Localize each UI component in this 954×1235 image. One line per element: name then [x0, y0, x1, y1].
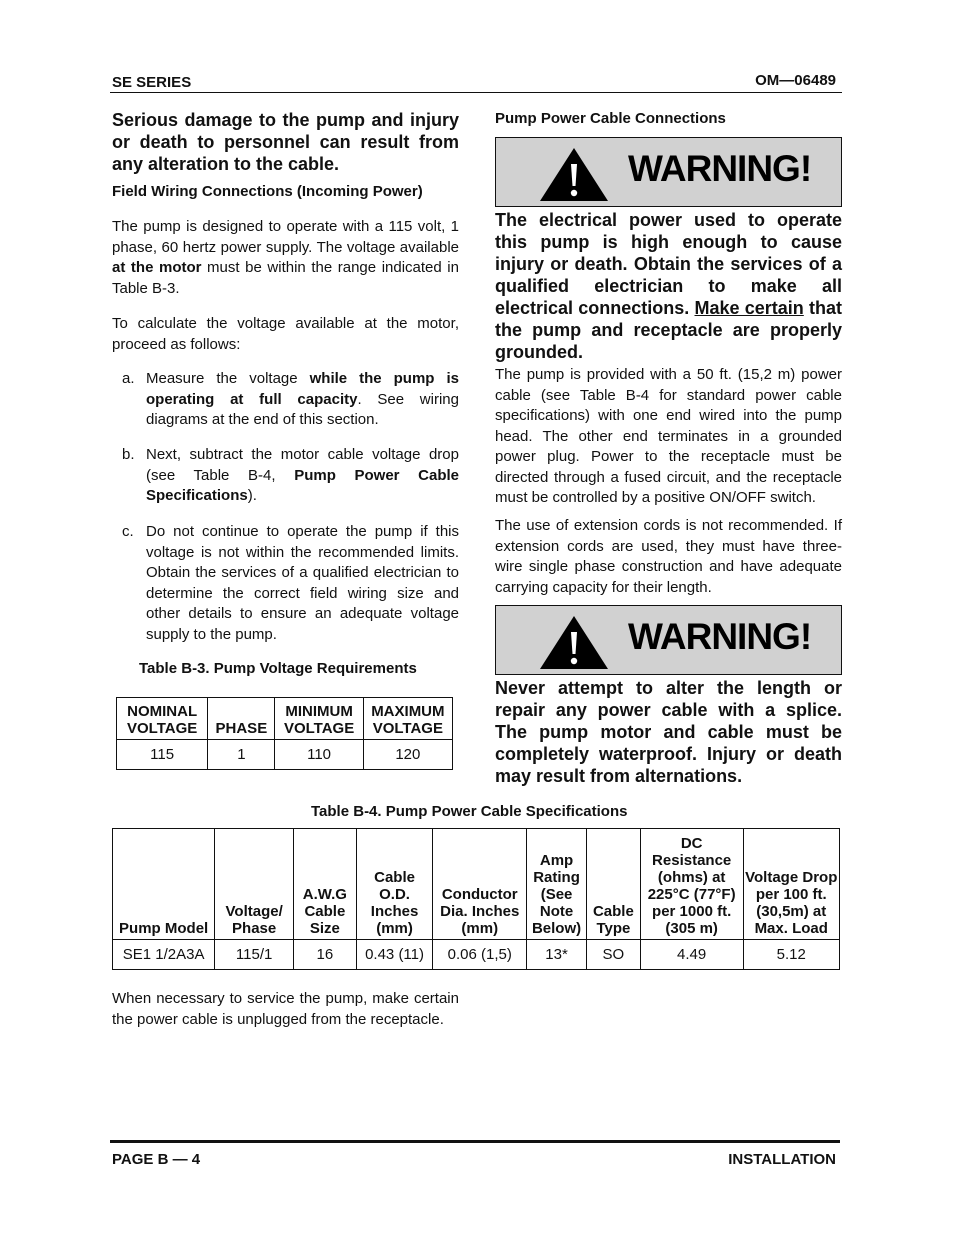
cable-connections-heading: Pump Power Cable Connections: [495, 110, 726, 127]
step-b: [122, 445, 459, 507]
table-b4-cell: 0.06 (1,5): [433, 940, 527, 970]
table-b4-header-cell: A.W.G Cable Size: [294, 829, 357, 940]
step-c-text: Do not continue to operate the pump if this voltage is not within the recommended limits. Obtain the services of a qualified electrician to determine the correct field wiring size and other details to ensure an adequate voltage supply to the pump.: [146, 523, 459, 643]
page-number: PAGE B — 4: [112, 1151, 201, 1168]
table-b4-header-cell: Pump Model: [113, 829, 215, 940]
table-row: [113, 940, 840, 970]
table-b3-cell: 120: [363, 740, 452, 770]
table-b3-header-row: [117, 698, 453, 740]
voltage-paragraph-text-b: must be within the range indicated in Table B-3.: [112, 259, 459, 297]
step-b-text-b: ).: [247, 487, 257, 504]
table-b4-header-cell: DC Resistance (ohms) at 225°C (77°F) per 1000 ft. (305 m): [640, 829, 743, 940]
table-b3-header-cell: NOMINAL VOLTAGE: [117, 698, 208, 740]
table-b4-header-cell: Cable O.D. Inches (mm): [356, 829, 433, 940]
table-b4-cell: 0.43 (11): [356, 940, 433, 970]
cable-alteration-warning: Serious damage to the pump and injury or death to personnel can result from any alteration to the cable.: [112, 110, 459, 174]
table-b4-header-cell: Conductor Dia. Inches (mm): [433, 829, 527, 940]
electrical-warning-text: [495, 209, 842, 363]
power-cable-paragraph: The pump is provided with a 50 ft. (15,2 m) power cable (see Table B-4 for standard power cable specifications) with one end wired into the pump head. The other end terminates in a grounded power plug. Power to the receptacle must be directed through a fused circuit, and the receptacle must be controlled by a positive ON/OFF switch.: [495, 366, 842, 506]
warning-banner-2: [495, 605, 842, 675]
table-row: [117, 740, 453, 770]
table-b4-header-cell: Amp Rating (See Note Below): [527, 829, 587, 940]
warning-triangle-icon: [538, 146, 610, 202]
footer-rule: [110, 1140, 840, 1143]
table-b3-cell: 110: [275, 740, 363, 770]
section-name: INSTALLATION: [728, 1151, 836, 1168]
calculate-paragraph: To calculate the voltage available at the motor, proceed as follows:: [112, 315, 459, 353]
warning-triangle-icon: [538, 614, 610, 670]
electrical-warning-text-a: The electrical power used to operate this pump is high enough to cause injury or death. Obtain the services of a qualified electrician to make all electrical connections.: [495, 210, 842, 318]
step-a-bold: while the pump is operating at full capacity: [146, 370, 459, 408]
table-b4-cell: 115/1: [215, 940, 294, 970]
step-a-text-b: . See wiring diagrams at the end of this section.: [146, 390, 459, 428]
step-b-label: b.: [122, 446, 135, 463]
warning-label-2: WARNING!: [628, 616, 812, 657]
step-a-label: a.: [122, 370, 135, 387]
table-b4: [112, 828, 840, 970]
table-b3-header-cell: PHASE: [208, 698, 275, 740]
table-b4-cell: 13*: [527, 940, 587, 970]
table-b3-cell: 1: [208, 740, 275, 770]
table-b4-header-cell: Voltage Drop per 100 ft. (30,5m) at Max. Load: [743, 829, 840, 940]
table-b4-cell: 4.49: [640, 940, 743, 970]
electrical-warning-text-b: that the pump and receptacle are properly grounded.: [495, 298, 843, 362]
table-b4-cell: 16: [294, 940, 357, 970]
table-b4-cell: SO: [586, 940, 640, 970]
table-b3-cell: 115: [117, 740, 208, 770]
document-number: OM—06489: [755, 72, 836, 89]
field-wiring-heading: Field Wiring Connections (Incoming Power): [112, 183, 423, 200]
extension-cord-paragraph: The use of extension cords is not recommended. If extension cords are used, they must have three-wire single phase construction and have adequate carrying capacity for their length.: [495, 517, 842, 596]
voltage-paragraph-text-a: The pump is designed to operate with a 115 volt, 1 phase, 60 hertz power supply. The voltage available: [112, 218, 459, 256]
warning-banner-1: [495, 137, 842, 207]
table-b4-header-cell: Voltage/ Phase: [215, 829, 294, 940]
table-b3: [116, 697, 453, 770]
table-b3-caption: Table B-3. Pump Voltage Requirements: [139, 660, 417, 677]
table-b4-header-cell: Cable Type: [586, 829, 640, 940]
step-a-text: Measure the voltage: [146, 370, 310, 387]
table-b4-caption: Table B-4. Pump Power Cable Specifications: [311, 803, 628, 820]
warning-label-1: WARNING!: [628, 148, 812, 189]
table-b3-header-cell: MINIMUM VOLTAGE: [275, 698, 363, 740]
table-b3-header-cell: MAXIMUM VOLTAGE: [363, 698, 452, 740]
voltage-paragraph-bold: at the motor: [112, 259, 202, 276]
step-c: [122, 522, 459, 645]
step-b-bold: Pump Power Cable Specifications: [146, 466, 459, 504]
step-a: [122, 369, 459, 431]
header-rule: [110, 92, 842, 93]
table-b4-header-row: [113, 829, 840, 940]
series-label: SE SERIES: [112, 74, 192, 91]
splice-warning-text: Never attempt to alter the length or repair any power cable with a splice. The pump motor and cable must be completely waterproof. Injury or death may result from alternations.: [495, 678, 842, 786]
step-b-text: Next, subtract the motor cable voltage drop (see Table B-4,: [146, 446, 459, 484]
table-b4-cell: SE1 1/2A3A: [113, 940, 215, 970]
service-paragraph: When necessary to service the pump, make certain the power cable is unplugged from the receptacle.: [112, 990, 459, 1028]
step-c-label: c.: [122, 523, 134, 540]
make-certain-underline: Make certain: [694, 298, 804, 318]
voltage-paragraph: [112, 217, 459, 299]
table-b4-cell: 5.12: [743, 940, 840, 970]
